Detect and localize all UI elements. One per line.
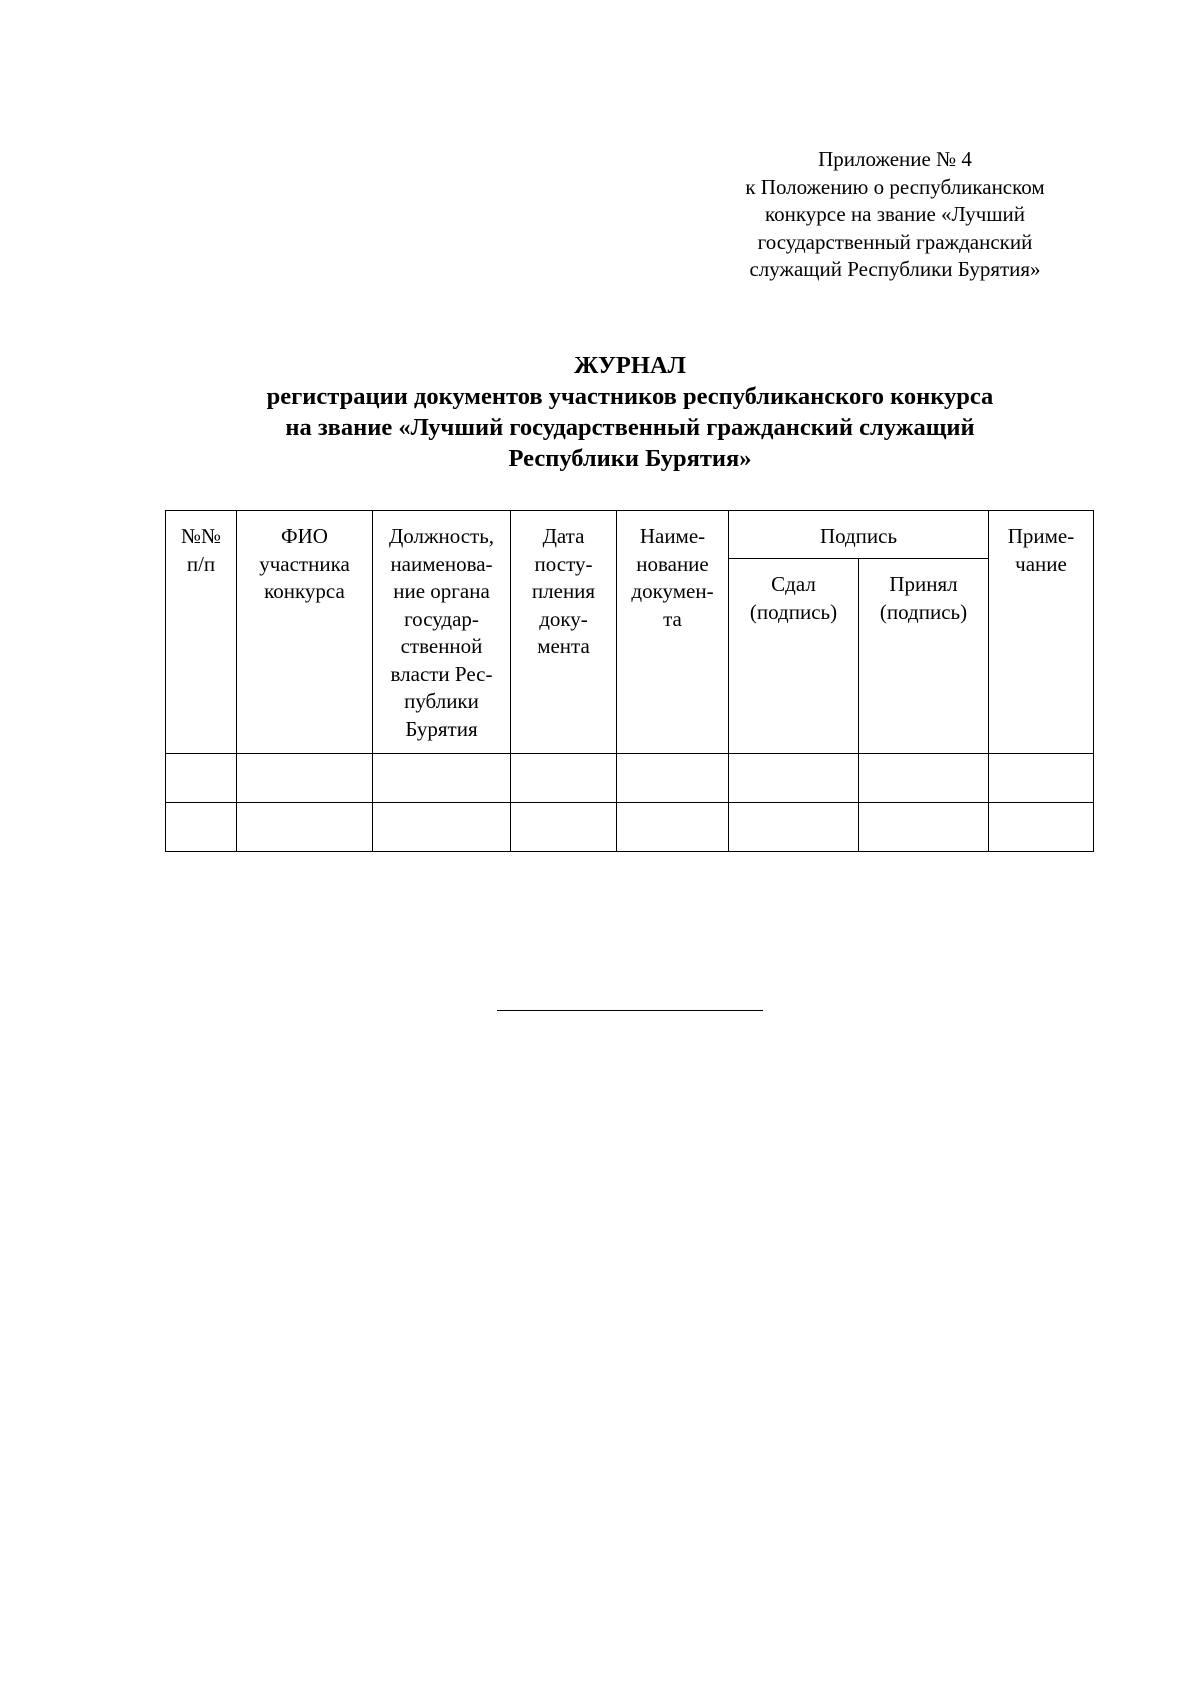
table-cell [729, 754, 859, 803]
title-heading: ЖУРНАЛ [574, 352, 686, 379]
table-cell [859, 803, 989, 852]
table-cell [859, 754, 989, 803]
title-line: на звание «Лучший государственный гражданский служащий [285, 414, 975, 441]
appendix-line: государственный гражданский [757, 229, 1033, 254]
title-line: регистрации документов участников республиканского конкурса [266, 383, 994, 410]
table-row [166, 754, 1094, 803]
table-cell [729, 803, 859, 852]
table-cell [166, 754, 237, 803]
header-date: Дата посту- пления доку- мента [511, 511, 617, 754]
table-cell [237, 803, 373, 852]
appendix-line: к Положению о республиканском [745, 174, 1045, 199]
table-cell [989, 754, 1094, 803]
registration-journal-table [165, 510, 1094, 852]
separator-line [497, 1010, 763, 1011]
table-cell [511, 803, 617, 852]
table-cell [511, 754, 617, 803]
header-note: Приме- чание [989, 511, 1094, 754]
appendix-line: Приложение № 4 [818, 147, 972, 171]
header-signature: Подпись [729, 511, 989, 559]
appendix-line: служащий Республики Бурятия» [749, 257, 1041, 281]
table-row [166, 803, 1094, 852]
header-received: Принял (подпись) [859, 559, 989, 754]
header-position: Должность, наименова- ние органа государ- ственной власти Рес- публики Бурятия [373, 511, 511, 754]
table-cell [617, 803, 729, 852]
appendix-line: конкурсе на звание «Лучший [765, 202, 1025, 226]
header-handed: Сдал (подпись) [729, 559, 859, 754]
table-cell [373, 754, 511, 803]
appendix-note [690, 146, 1100, 284]
title-line: Республики Бурятия» [508, 445, 752, 472]
table-cell [373, 803, 511, 852]
table-header-row [166, 511, 1094, 559]
table-cell [989, 803, 1094, 852]
header-num: №№ п/п [166, 511, 237, 754]
header-fio: ФИО участника конкурса [237, 511, 373, 754]
table-cell [237, 754, 373, 803]
header-document-name: Наиме- нование докумен- та [617, 511, 729, 754]
document-title [150, 350, 1110, 474]
table-cell [617, 754, 729, 803]
table-cell [166, 803, 237, 852]
